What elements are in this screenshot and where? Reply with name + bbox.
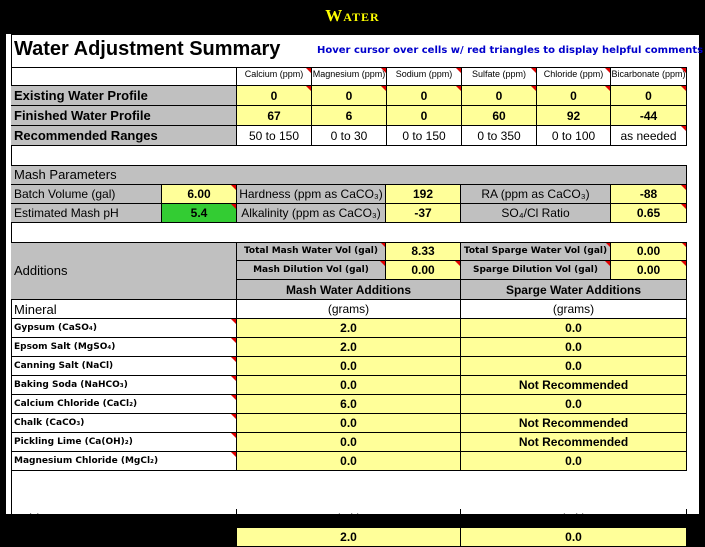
mineral-name: Calcium Chloride (CaCl₂) [11,395,237,414]
mash-ph-label: Estimated Mash pH [11,204,162,223]
alkalinity-value[interactable]: -37 [386,204,461,223]
sparge-mineral-amount[interactable]: 0.0 [461,395,687,414]
border [11,242,687,243]
mineral-header: Mineral [11,300,237,319]
ion-column-header: Sodium (ppm) [387,67,462,86]
sparge-mineral-amount[interactable]: 0.0 [461,338,687,357]
hardness-value[interactable]: 192 [386,185,461,204]
help-hint: Hover cursor over cells w/ red triangles to display helpful comments [317,45,704,56]
ion-value-cell[interactable]: 60 [462,106,537,126]
total-mash-vol-value[interactable]: 8.33 [386,242,461,261]
hardness-label: Hardness (ppm as CaCO₃) [237,185,386,204]
ion-column-header: Bicarbonate (ppm) [611,67,687,86]
additions-header: Additions [11,242,237,300]
mash-mineral-amount[interactable]: 0.0 [237,414,461,433]
total-sparge-vol-value[interactable]: 0.00 [611,242,687,261]
ion-value-cell[interactable]: 0 [237,86,312,106]
sparge-dilution-label: Sparge Dilution Vol (gal) [461,261,611,280]
mineral-name: Magnesium Chloride (MgCl₂) [11,452,237,471]
spreadsheet [6,34,704,544]
ion-value-cell[interactable]: 0 [312,86,387,106]
sparge-dilution-value[interactable]: 0.00 [611,261,687,280]
ion-row-label: Recommended Ranges [11,126,237,146]
mineral-name: Baking Soda (NaHCO₃) [11,376,237,395]
spacer [12,154,699,165]
mash-ph-value[interactable]: 5.4 [162,204,237,223]
ion-value-cell[interactable]: 67 [237,106,312,126]
mash-additions-column-header: Mash Water Additions [237,280,461,300]
spacer [12,223,699,242]
acid-header: Acid [11,509,237,528]
ion-value-cell[interactable]: -44 [611,106,687,126]
mash-mineral-amount[interactable]: 0.0 [237,376,461,395]
ion-value-cell: 50 to 150 [237,126,312,146]
ion-column-header: Chloride (ppm) [537,67,611,86]
so4cl-label: SO₄/Cl Ratio [461,204,611,223]
sheet-tab-title[interactable]: Water [325,6,380,25]
mash-dilution-value[interactable]: 0.00 [386,261,461,280]
sparge-additions-column-header: Sparge Water Additions [461,280,687,300]
page-title: Water Adjustment Summary [14,38,281,60]
ion-row-label: Finished Water Profile [11,106,237,126]
batch-volume-label: Batch Volume (gal) [11,185,162,204]
sheet-tab-bar [0,0,705,34]
ion-value-cell[interactable]: 0 [387,106,462,126]
acid-name: Lactic [14,530,49,544]
ion-column-header: Sulfate (ppm) [462,67,537,86]
mash-grams-unit: (grams) [237,300,461,319]
acid-strength[interactable]: 88.00 [145,530,176,544]
ion-value-cell: 0 to 350 [462,126,537,146]
sparge-mineral-amount[interactable]: Not Recommended [461,433,687,452]
mash-acid-amount[interactable]: 2.0 [237,528,461,547]
mineral-name: Epsom Salt (MgSO₄) [11,338,237,357]
border [11,165,687,166]
mineral-name: Canning Salt (NaCl) [11,357,237,376]
ion-value-cell: as needed [611,126,687,146]
ra-value[interactable]: -88 [611,185,687,204]
mash-mineral-amount[interactable]: 2.0 [237,338,461,357]
sparge-mineral-amount[interactable]: 0.0 [461,452,687,471]
ion-value-cell[interactable]: 0 [387,86,462,106]
ion-column-header: Calcium (ppm) [237,67,312,86]
mash-mineral-amount[interactable]: 2.0 [237,319,461,338]
acid-strength-unit: % [175,530,186,544]
sparge-mineral-amount[interactable]: Not Recommended [461,376,687,395]
mineral-name: Gypsum (CaSO₄) [11,319,237,338]
ion-value-cell: 0 to 30 [312,126,387,146]
alkalinity-label: Alkalinity (ppm as CaCO₃) [237,204,386,223]
ion-row-label: Existing Water Profile [11,86,237,106]
sparge-mineral-amount[interactable]: 0.0 [461,357,687,376]
ion-value-cell: 0 to 150 [387,126,462,146]
so4cl-value[interactable]: 0.65 [611,204,687,223]
ion-value-cell: 0 to 100 [537,126,611,146]
sparge-grams-unit: (grams) [461,300,687,319]
ion-value-cell[interactable]: 0 [611,86,687,106]
ion-column-header: Magnesium (ppm) [312,67,387,86]
total-sparge-vol-label: Total Sparge Water Vol (gal) [461,242,611,261]
ra-label: RA (ppm as CaCO₃) [461,185,611,204]
mash-mineral-amount[interactable]: 6.0 [237,395,461,414]
ion-value-cell[interactable]: 6 [312,106,387,126]
sparge-mineral-amount[interactable]: 0.0 [461,319,687,338]
mash-dilution-label: Mash Dilution Vol (gal) [237,261,386,280]
ion-value-cell[interactable]: 92 [537,106,611,126]
ion-table-corner [11,67,237,86]
ion-value-cell[interactable]: 0 [537,86,611,106]
mineral-name: Pickling Lime (Ca(OH)₂) [11,433,237,452]
mash-ml-unit: (mL) [237,509,461,528]
mineral-name: Chalk (CaCO₃) [11,414,237,433]
acid-row-label [11,528,237,547]
mash-mineral-amount[interactable]: 0.0 [237,357,461,376]
sparge-acid-amount[interactable]: 0.0 [461,528,687,547]
ion-value-cell[interactable]: 0 [462,86,537,106]
mash-parameters-header: Mash Parameters [11,165,687,185]
sparge-mineral-amount[interactable]: Not Recommended [461,414,687,433]
sparge-ml-unit: (mL) [461,509,687,528]
total-mash-vol-label: Total Mash Water Vol (gal) [237,242,386,261]
batch-volume-value[interactable]: 6.00 [162,185,237,204]
mash-mineral-amount[interactable]: 0.0 [237,433,461,452]
border [11,34,699,35]
mash-mineral-amount[interactable]: 0.0 [237,452,461,471]
